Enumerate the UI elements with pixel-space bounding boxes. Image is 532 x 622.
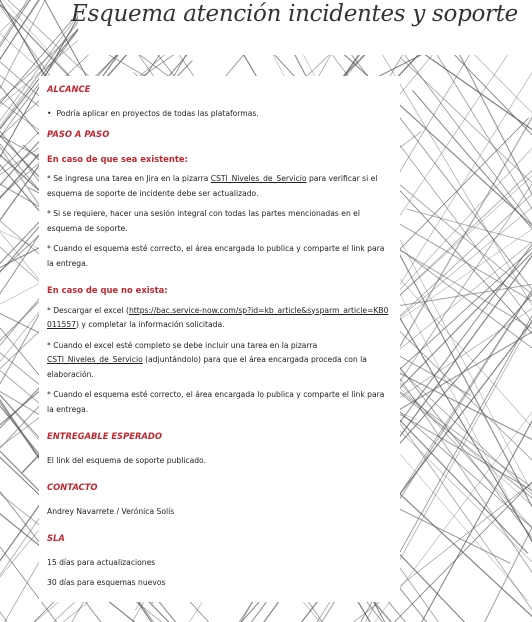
entregable-heading: ENTREGABLE ESPERADO: [47, 431, 162, 441]
alcance-heading: ALCANCE: [47, 84, 91, 94]
step-text: ) y completar la información solicitada.: [76, 320, 225, 329]
step-text: * Se ingresa una tarea en Jira en la pizarra: [47, 174, 211, 183]
no-existe-subheading: En caso de que no exista:: [47, 285, 168, 295]
existente-step-3: * Cuando el esquema esté correcto, el área encargada lo publica y comparte el link para la entrega.: [47, 244, 385, 268]
hatch-line: [394, 0, 532, 615]
page-title: Esquema atención incidentes y soporte: [71, 1, 518, 27]
sla-heading: SLA: [47, 533, 65, 543]
contacto-heading: CONTACTO: [47, 482, 98, 492]
alcance-item: [47, 107, 392, 122]
step-text: para verificar si el esquema de soporte de incidente debe ser actualizado.: [47, 174, 378, 198]
sla-line-1: 15 días para actualizaciones: [47, 557, 156, 567]
content-card: [39, 76, 400, 602]
jira-board-link[interactable]: CSTI_Niveles_de_Servicio: [47, 355, 143, 364]
existente-step-1: [47, 172, 392, 201]
alcance-item-text: Podría aplicar en proyectos de todas las plataformas.: [56, 108, 259, 118]
bullet-icon: •: [47, 108, 52, 118]
no-existe-step-1: [47, 304, 392, 333]
existente-subheading: En caso de que sea existente:: [47, 153, 188, 164]
step-text: * Descargar el excel (: [47, 305, 129, 315]
existente-step-2: * Si se requiere, hacer una sesión integral con todas las partes mencionadas en el esquema de soporte.: [47, 209, 360, 233]
header-banner: [71, 0, 532, 55]
sla-line-2: 30 días para esquemas nuevos: [47, 578, 166, 587]
jira-board-link[interactable]: CSTI_Niveles_de_Servicio: [210, 174, 307, 183]
servicenow-excel-link[interactable]: https://bac.service-now.com/sp?id=kb_article&sysparm_article=KB0011557: [47, 305, 389, 329]
no-existe-step-2: [47, 339, 392, 383]
no-existe-step-3: * Cuando el esquema esté correcto, el área encargada lo publica y comparte el link para la entrega.: [47, 390, 385, 414]
step-text: (adjuntándolo) para que el área encargada proceda con la elaboración.: [47, 355, 367, 379]
entregable-text: El link del esquema de soporte publicado.: [47, 455, 206, 465]
paso-a-paso-heading: PASO A PASO: [47, 129, 110, 139]
contacto-text: Andrey Navarrete / Verónica Solís: [47, 506, 175, 516]
step-text: * Cuando el excel esté completo se debe incluir una tarea en la pizarra: [47, 340, 318, 350]
hatch-line: [396, 0, 532, 620]
